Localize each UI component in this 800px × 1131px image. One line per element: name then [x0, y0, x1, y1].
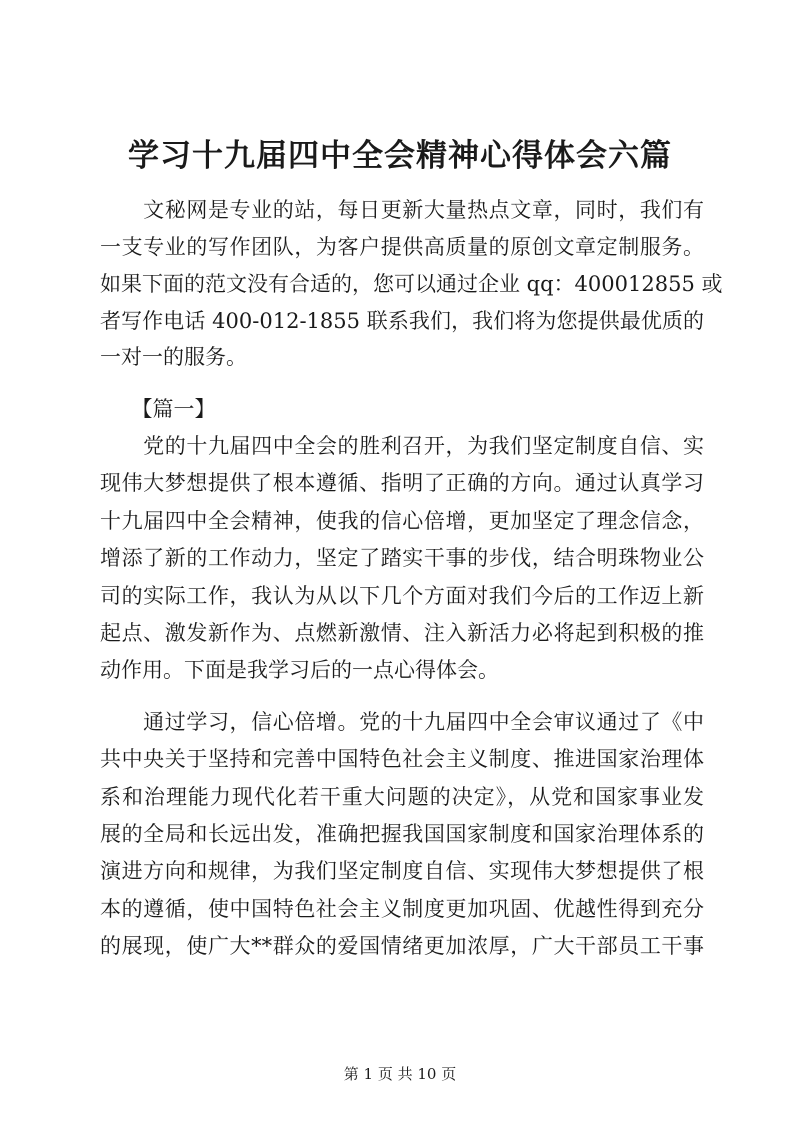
- paragraph-line: 十九届四中全会精神，使我的信心倍增，更加坚定了理念信念，: [100, 509, 704, 533]
- paragraph-line: 党的十九届四中全会的胜利召开，为我们坚定制度自信、实: [100, 434, 704, 458]
- page-number-footer: 第 1 页 共 10 页: [343, 1065, 457, 1083]
- paragraph-line: 共中央关于坚持和完善中国特色社会主义制度、推进国家治理体: [100, 747, 704, 771]
- paragraph-line: 本的遵循，使中国特色社会主义制度更加巩固、优越性得到充分: [100, 897, 704, 921]
- intro-line: 者写作电话 400-012-1855 联系我们，我们将为您提供最优质的: [100, 309, 704, 333]
- paragraph-line: 起点、激发新作为、点燃新激情、注入新活力必将起到积极的推: [100, 621, 704, 645]
- intro-line: 一对一的服务。: [100, 345, 247, 369]
- paragraph-line: 的展现，使广大**群众的爱国情绪更加浓厚，广大干部员工干事: [100, 934, 704, 958]
- paragraph-line: 增添了新的工作动力，坚定了踏实干事的步伐，结合明珠物业公: [100, 546, 704, 570]
- paragraph-line: 展的全局和长远出发，准确把握我国国家制度和国家治理体系的: [100, 822, 704, 846]
- intro-line: 如果下面的范文没有合适的，您可以通过企业 qq：400012855 或: [100, 272, 723, 296]
- intro-line: 一支专业的写作团队，为客户提供高质量的原创文章定制服务。: [100, 235, 704, 259]
- section-heading: 【篇一】: [100, 397, 216, 421]
- document-title: 学习十九届四中全会精神心得体会六篇: [128, 138, 672, 174]
- paragraph-line: 现伟大梦想提供了根本遵循、指明了正确的方向。通过认真学习: [100, 471, 704, 495]
- paragraph-line: 演进方向和规律，为我们坚定制度自信、实现伟大梦想提供了根: [100, 859, 704, 883]
- paragraph-line: 动作用。下面是我学习后的一点心得体会。: [100, 658, 499, 682]
- paragraph-line: 司的实际工作，我认为从以下几个方面对我们今后的工作迈上新: [100, 584, 704, 608]
- paragraph-line: 系和治理能力现代化若干重大问题的决定》，从党和国家事业发: [100, 785, 704, 809]
- paragraph-line: 通过学习，信心倍增。党的十九届四中全会审议通过了《中: [100, 710, 704, 734]
- intro-line: 文秘网是专业的站，每日更新大量热点文章，同时，我们有: [100, 198, 704, 222]
